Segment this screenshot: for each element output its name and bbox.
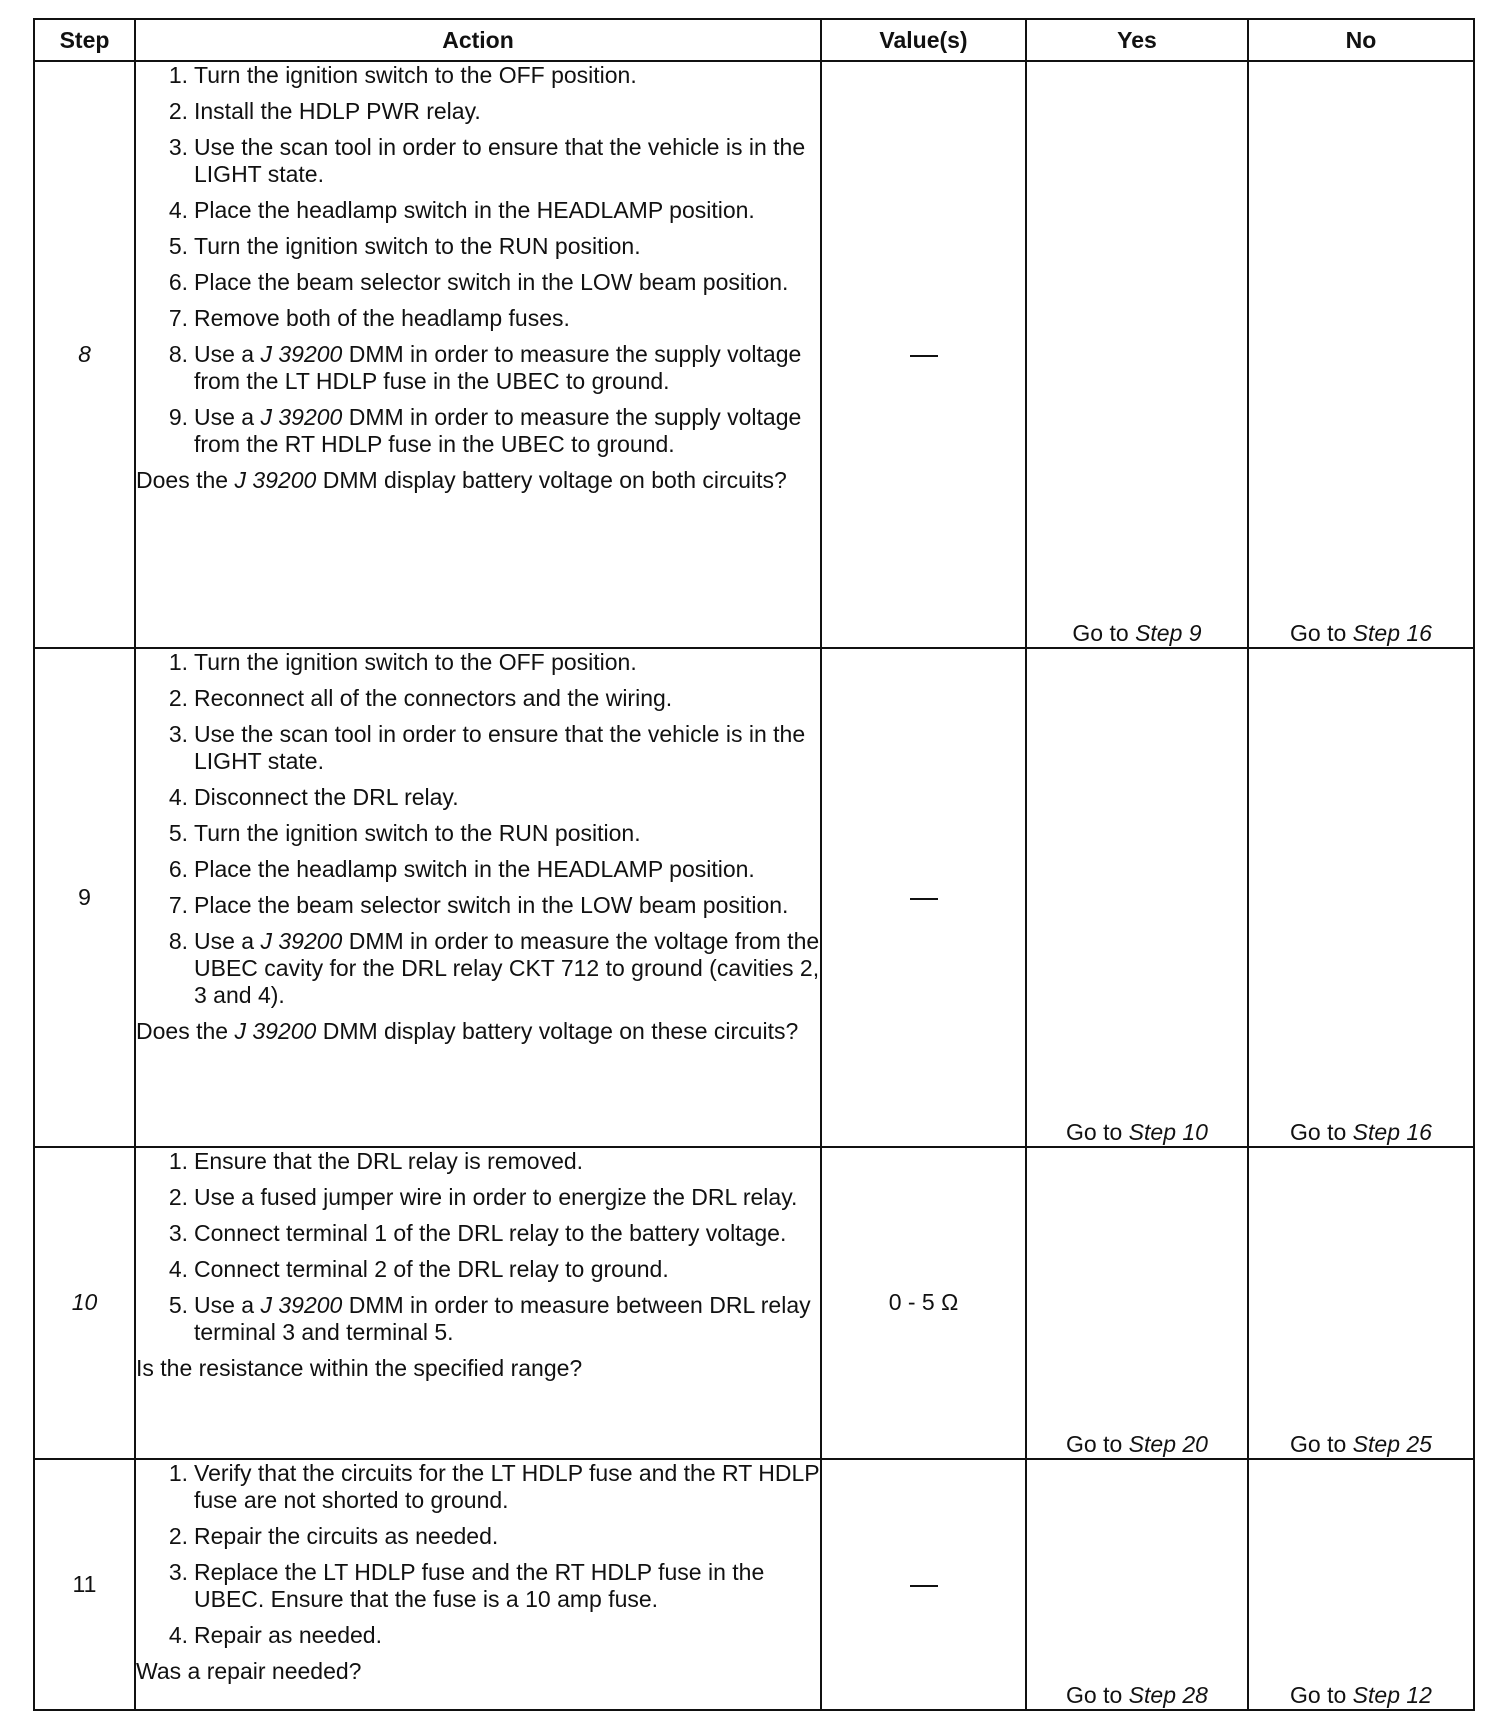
text-run: Ensure that the DRL relay is removed. bbox=[194, 1148, 584, 1175]
yes-goto-step-link[interactable]: Step 20 bbox=[1128, 1430, 1208, 1457]
step-item-number: 2. bbox=[168, 1522, 188, 1549]
text-run: Is the resistance within the specified range? bbox=[136, 1355, 583, 1382]
text-run: Use a fused jumper wire in order to energize the DRL relay. bbox=[194, 1184, 798, 1211]
value-text: 0 - 5 Ω bbox=[888, 1289, 959, 1316]
text-run: Place the beam selector switch in the LOW beam position. bbox=[194, 269, 789, 295]
text-run: DMM in order to measure the voltage from the UBEC cavity for the DRL relay CKT 712 to ground (cavities 2, 3 and 4). bbox=[194, 928, 820, 1009]
value-cell bbox=[821, 648, 1026, 1147]
no-value-dash bbox=[910, 355, 938, 357]
action-step bbox=[160, 134, 820, 188]
action-step bbox=[160, 1523, 820, 1550]
text-run: Was a repair needed? bbox=[136, 1657, 362, 1684]
value-cell bbox=[821, 1459, 1026, 1710]
action-step bbox=[160, 341, 820, 395]
text-run: Place the headlamp switch in the HEADLAMP position. bbox=[194, 856, 755, 883]
text-run: Does the bbox=[136, 467, 235, 493]
no-cell bbox=[1248, 648, 1474, 1147]
action-step bbox=[160, 649, 820, 676]
header-action: Action bbox=[135, 19, 821, 61]
step-item-number: 6. bbox=[168, 269, 188, 295]
tool-reference: J 39200 bbox=[260, 341, 343, 367]
action-steps bbox=[136, 62, 820, 458]
value-cell bbox=[821, 61, 1026, 648]
text-run: DMM in order to measure the supply voltage from the RT HDLP fuse in the UBEC to ground. bbox=[194, 404, 802, 457]
action-step bbox=[160, 269, 820, 296]
text-run: DMM display battery voltage on these circuits? bbox=[316, 1018, 799, 1045]
step-item-number: 7. bbox=[168, 892, 188, 919]
yes-goto-prefix: Go to bbox=[1066, 1682, 1123, 1708]
text-run: Does the bbox=[136, 1018, 235, 1045]
no-cell bbox=[1248, 61, 1474, 648]
text-run: Install the HDLP PWR relay. bbox=[194, 98, 481, 124]
step-item-number: 3. bbox=[168, 134, 188, 160]
step-item-number: 5. bbox=[168, 233, 188, 259]
step-item-number: 1. bbox=[168, 1459, 188, 1486]
action-step bbox=[160, 685, 820, 712]
text-run: Use a bbox=[194, 1292, 261, 1319]
action-step bbox=[160, 404, 820, 458]
yes-cell bbox=[1026, 648, 1248, 1147]
step-item-number: 5. bbox=[168, 1292, 188, 1319]
step-item-number: 1. bbox=[168, 62, 188, 88]
action-steps bbox=[136, 649, 820, 1009]
action-step bbox=[160, 98, 820, 125]
yes-cell bbox=[1026, 61, 1248, 648]
text-run: Turn the ignition switch to the OFF position. bbox=[194, 62, 637, 88]
action-steps bbox=[136, 1460, 820, 1649]
question-text bbox=[136, 467, 820, 494]
step-number: 10 bbox=[34, 1147, 135, 1459]
action-step bbox=[160, 1256, 820, 1283]
action-steps bbox=[136, 1148, 820, 1346]
text-run: Connect terminal 1 of the DRL relay to the battery voltage. bbox=[194, 1220, 787, 1247]
step-row-9 bbox=[34, 648, 1474, 1147]
tool-reference: J 39200 bbox=[260, 404, 343, 430]
text-run: Replace the LT HDLP fuse and the RT HDLP fuse in the UBEC. Ensure that the fuse is a 10 amp fuse. bbox=[194, 1558, 765, 1612]
step-item-number: 8. bbox=[168, 341, 188, 367]
yes-goto-prefix: Go to bbox=[1066, 1119, 1123, 1146]
action-step bbox=[160, 233, 820, 260]
text-run: DMM in order to measure the supply voltage from the LT HDLP fuse in the UBEC to ground. bbox=[194, 341, 802, 394]
yes-goto-step-link[interactable]: Step 28 bbox=[1128, 1682, 1208, 1708]
text-run: Disconnect the DRL relay. bbox=[194, 784, 459, 811]
step-item-number: 2. bbox=[168, 1184, 188, 1211]
action-step bbox=[160, 62, 820, 89]
text-run: Use a bbox=[194, 341, 261, 367]
no-goto-prefix: Go to bbox=[1290, 620, 1347, 647]
text-run: Turn the ignition switch to the RUN position. bbox=[194, 233, 641, 259]
step-item-number: 3. bbox=[168, 1558, 188, 1585]
text-run: Verify that the circuits for the LT HDLP fuse and the RT HDLP fuse are not shorted to ground. bbox=[194, 1459, 820, 1513]
text-run: Connect terminal 2 of the DRL relay to ground. bbox=[194, 1256, 669, 1283]
question-text bbox=[136, 1018, 820, 1045]
text-run: Reconnect all of the connectors and the wiring. bbox=[194, 685, 673, 712]
no-cell bbox=[1248, 1459, 1474, 1710]
text-run: Use a bbox=[194, 928, 261, 955]
header-no: No bbox=[1248, 19, 1474, 61]
header-yes: Yes bbox=[1026, 19, 1248, 61]
text-run: Use the scan tool in order to ensure that the vehicle is in the LIGHT state. bbox=[194, 721, 806, 775]
no-goto-prefix: Go to bbox=[1290, 1119, 1347, 1146]
step-item-number: 4. bbox=[168, 784, 188, 811]
no-cell bbox=[1248, 1147, 1474, 1459]
action-step bbox=[160, 1460, 820, 1514]
step-item-number: 1. bbox=[168, 1148, 188, 1175]
text-run: Turn the ignition switch to the OFF position. bbox=[194, 649, 637, 676]
no-goto-step-link[interactable]: Step 16 bbox=[1352, 1119, 1432, 1146]
step-number: 8 bbox=[34, 61, 135, 648]
text-run: Use a bbox=[194, 404, 261, 430]
action-step bbox=[160, 1220, 820, 1247]
action-step bbox=[160, 820, 820, 847]
action-cell bbox=[135, 1147, 821, 1459]
text-run: Repair the circuits as needed. bbox=[194, 1522, 499, 1549]
tool-reference: J 39200 bbox=[260, 1292, 343, 1319]
action-step bbox=[160, 892, 820, 919]
yes-goto-step-link[interactable]: Step 9 bbox=[1135, 620, 1202, 647]
step-item-number: 2. bbox=[168, 98, 188, 124]
tool-reference: J 39200 bbox=[234, 1018, 317, 1045]
value-cell bbox=[821, 1147, 1026, 1459]
action-step bbox=[160, 784, 820, 811]
diagnostic-table bbox=[33, 18, 1475, 1711]
yes-cell bbox=[1026, 1459, 1248, 1710]
action-step bbox=[160, 305, 820, 332]
step-item-number: 8. bbox=[168, 928, 188, 955]
yes-cell bbox=[1026, 1147, 1248, 1459]
step-item-number: 1. bbox=[168, 649, 188, 676]
yes-goto-step-link[interactable]: Step 10 bbox=[1128, 1119, 1208, 1146]
step-number: 9 bbox=[34, 648, 135, 1147]
yes-goto-prefix: Go to bbox=[1072, 620, 1129, 647]
action-cell bbox=[135, 61, 821, 648]
step-item-number: 4. bbox=[168, 1621, 188, 1648]
step-row-10 bbox=[34, 1147, 1474, 1459]
action-step bbox=[160, 721, 820, 775]
text-run: Repair as needed. bbox=[194, 1621, 382, 1648]
header-step: Step bbox=[34, 19, 135, 61]
action-cell bbox=[135, 1459, 821, 1710]
step-item-number: 2. bbox=[168, 685, 188, 712]
action-step bbox=[160, 1184, 820, 1211]
no-goto-step-link[interactable]: Step 12 bbox=[1352, 1682, 1432, 1708]
text-run: Place the headlamp switch in the HEADLAMP position. bbox=[194, 197, 755, 223]
text-run: DMM in order to measure between DRL relay terminal 3 and terminal 5. bbox=[194, 1292, 811, 1346]
step-row-8 bbox=[34, 61, 1474, 648]
action-step bbox=[160, 1622, 820, 1649]
question-text bbox=[136, 1355, 820, 1382]
step-item-number: 4. bbox=[168, 197, 188, 223]
step-number: 11 bbox=[34, 1459, 135, 1710]
step-item-number: 3. bbox=[168, 1220, 188, 1247]
action-step bbox=[160, 928, 820, 1009]
header-values: Value(s) bbox=[821, 19, 1026, 61]
step-item-number: 7. bbox=[168, 305, 188, 331]
no-goto-step-link[interactable]: Step 16 bbox=[1352, 620, 1432, 647]
action-step bbox=[160, 1559, 820, 1613]
header-row bbox=[34, 19, 1474, 61]
question-text bbox=[136, 1658, 820, 1685]
action-step bbox=[160, 1148, 820, 1175]
no-value-dash bbox=[910, 1585, 938, 1587]
text-run: DMM display battery voltage on both circuits? bbox=[316, 467, 787, 493]
no-value-dash bbox=[910, 898, 938, 900]
text-run: Use the scan tool in order to ensure that the vehicle is in the LIGHT state. bbox=[194, 134, 806, 187]
step-item-number: 6. bbox=[168, 856, 188, 883]
step-item-number: 3. bbox=[168, 721, 188, 748]
step-item-number: 4. bbox=[168, 1256, 188, 1283]
yes-goto-prefix: Go to bbox=[1066, 1430, 1123, 1457]
text-run: Turn the ignition switch to the RUN position. bbox=[194, 820, 641, 847]
action-cell bbox=[135, 648, 821, 1147]
tool-reference: J 39200 bbox=[260, 928, 343, 955]
action-step bbox=[160, 1292, 820, 1346]
text-run: Place the beam selector switch in the LOW beam position. bbox=[194, 892, 789, 919]
step-item-number: 5. bbox=[168, 820, 188, 847]
action-step bbox=[160, 197, 820, 224]
step-item-number: 9. bbox=[168, 404, 188, 430]
no-goto-prefix: Go to bbox=[1290, 1430, 1347, 1457]
tool-reference: J 39200 bbox=[234, 467, 317, 493]
action-step bbox=[160, 856, 820, 883]
no-goto-step-link[interactable]: Step 25 bbox=[1352, 1430, 1432, 1457]
step-row-11 bbox=[34, 1459, 1474, 1710]
text-run: Remove both of the headlamp fuses. bbox=[194, 305, 570, 331]
no-goto-prefix: Go to bbox=[1290, 1682, 1347, 1708]
